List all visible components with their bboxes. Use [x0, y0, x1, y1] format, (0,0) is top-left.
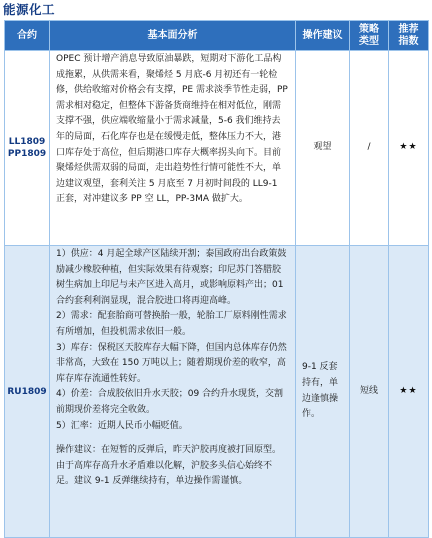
analysis-paragraph: 操作建议：在短暂的反弹后，昨天沪胶再度被打回原型。由于高库存高升水矛盾难以化解，沪胶多头信心始终不足。建议 9-1 反弹继续持有，单边操作需谨慎。	[56, 445, 282, 487]
header-strategy-line1: 策略	[359, 23, 379, 35]
table-row	[5, 51, 429, 246]
contract-cell	[5, 51, 50, 246]
analysis-cell	[50, 246, 296, 538]
analysis-paragraph: 1）供应：4 月起全球产区陆续开割；泰国政府出台政策鼓励减少橡胶种植，但实际效果有待观察；印尼苏门答腊胶树生病加上印尼与未产区进入高月，或影响原料产出；01 合约套利利润显现，混合胶进口将再迎高峰。	[56, 249, 287, 306]
header-rating-line2: 指数	[398, 35, 419, 47]
rating-stars: ★★	[389, 246, 429, 538]
analysis-table	[4, 20, 429, 538]
analysis-paragraph: 5）汇率：近期人民币小幅贬值。	[56, 420, 188, 431]
contract-code: RU1809	[7, 386, 47, 397]
strategy-cell: /	[350, 51, 389, 246]
table-header-row	[5, 21, 429, 51]
contract-code: LL1809	[8, 137, 46, 147]
analysis-paragraph: 3）库存：保税区天胶库存大幅下降，但国内总体库存仍然非常高，大致在 150 万吨以上；随着期现价差的收窄，高库存库存流通性转好。	[56, 342, 287, 384]
header-advice: 操作建议	[296, 21, 350, 51]
contract-cell	[5, 246, 50, 538]
rating-stars: ★★	[389, 51, 429, 246]
strategy-cell: 短线	[350, 246, 389, 538]
analysis-paragraph: OPEC 预计增产消息导致原油暴跌，短期对下游化工品构成拖累，从供需来看，聚烯烃 5 月底-6 月初还有一轮检修，供给收缩对价格会有支撑，PE 需求淡季节性走弱，PP 需求相对稳定，但整体下游备货商维持在相对低位，刚需支撑不强，供应端收缩量小于需求减量，5-6 我们维持去年的局面，石化库存也是在缓慢走低，整体压力不大，港口库存处于高位，但后期港口库存大概率拐头向下。目前聚烯烃供需双弱的局面，走出趋势性行情可能性不大，单边建议观望，套利关注 5 月底至 7 月初时间段的 LL9-1 正套，对冲建议多 PP 空 LL，PP-3MA 做扩大。	[56, 54, 288, 205]
header-rating	[389, 21, 429, 51]
header-strategy-line2: 类型	[359, 35, 379, 47]
header-strategy	[350, 21, 389, 51]
header-contract: 合约	[5, 21, 50, 51]
contract-code: PP1809	[7, 149, 47, 159]
analysis-paragraph: 2）需求：配套胎商可替换胎一般，轮胎工厂原料刚性需求有所增加，但投机需求依旧一般。	[56, 311, 287, 337]
advice-cell: 9-1 反套持有，单边逢慎操作。	[296, 246, 350, 538]
analysis-paragraph: 4）价差：合成胶依旧升水天胶；09 合约升水现货，交割前期现价差将完全收敛。	[56, 389, 284, 415]
analysis-cell	[50, 51, 296, 246]
table-row	[5, 246, 429, 538]
advice-cell: 观望	[296, 51, 350, 246]
paragraph-spacer	[56, 434, 289, 443]
header-analysis: 基本面分析	[50, 21, 296, 51]
section-title: 能源化工	[3, 2, 56, 17]
header-rating-line1: 推荐	[398, 23, 419, 35]
